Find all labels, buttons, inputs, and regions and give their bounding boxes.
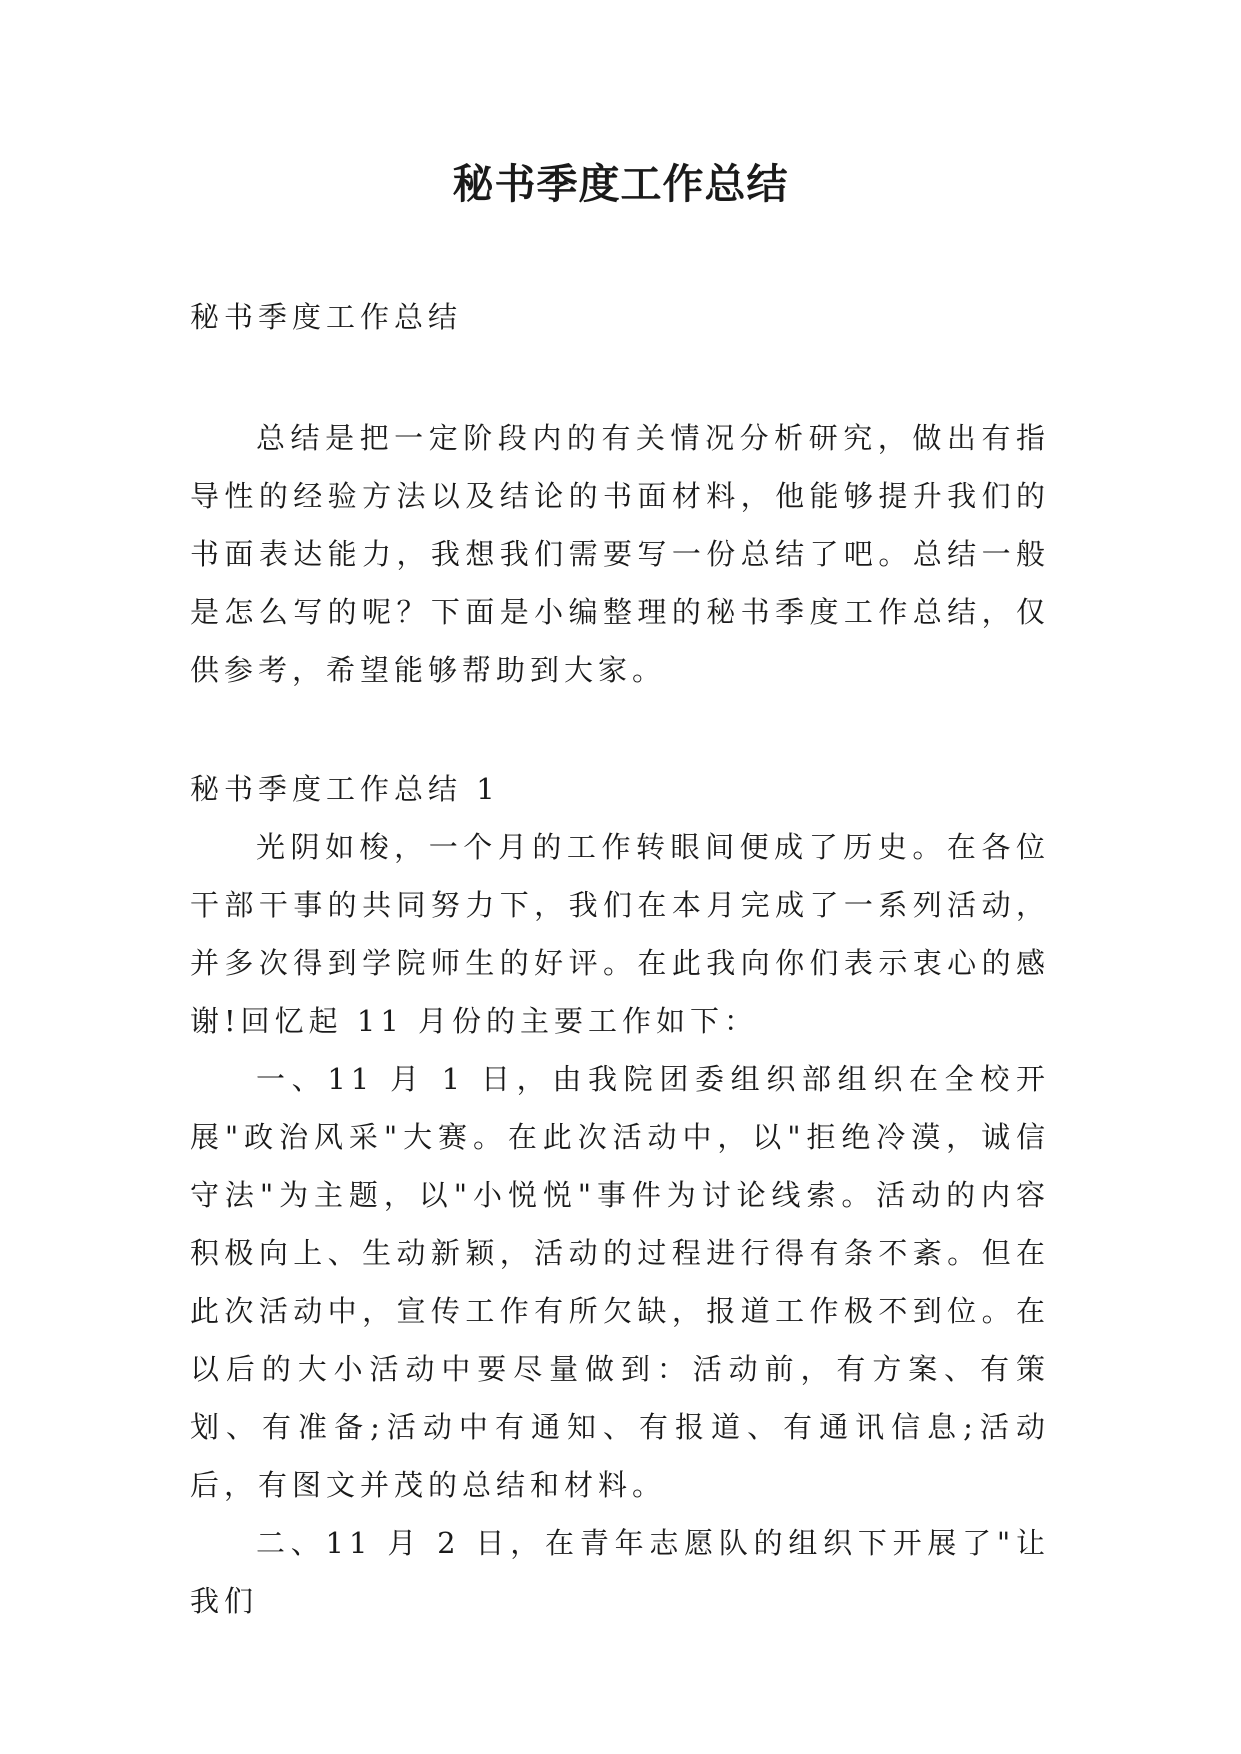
section-paragraph: 光阴如梭，一个月的工作转眼间便成了历史。在各位干部干事的共同努力下，我们在本月完成了一系列活动，并多次得到学院师生的好评。在此我向你们表示衷心的感谢!回忆起 11 月份的主要工作如下：: [190, 830, 1050, 1038]
intro-block: [190, 409, 1050, 699]
section-heading: 秘书季度工作总结 1: [190, 772, 500, 806]
subtitle-text: 秘书季度工作总结: [190, 300, 463, 334]
intro-paragraph: 总结是把一定阶段内的有关情况分析研究，做出有指导性的经验方法以及结论的书面材料，他能够提升我们的书面表达能力，我想我们需要写一份总结了吧。总结一般是怎么写的呢？下面是小编整理的秘书季度工作总结，仅供参考，希望能够帮助到大家。: [190, 421, 1050, 687]
document-subtitle: [190, 288, 1050, 346]
document-title: 秘书季度工作总结: [452, 160, 789, 208]
section-1: [190, 760, 1050, 1630]
section-paragraph: 一、11 月 1 日，由我院团委组织部组织在全校开展"政治风采"大赛。在此次活动中，以"拒绝冷漠，诚信守法"为主题，以"小悦悦"事件为讨论线索。活动的内容积极向上、生动新颖，活动的过程进行得有条不紊。但在此次活动中，宣传工作有所欠缺，报道工作极不到位。在以后的大小活动中要尽量做到：活动前，有方案、有策划、有准备;活动中有通知、有报道、有通讯信息;活动后，有图文并茂的总结和材料。: [190, 1062, 1050, 1502]
section-paragraph: 二、11 月 2 日，在青年志愿队的组织下开展了"让我们: [190, 1526, 1050, 1618]
